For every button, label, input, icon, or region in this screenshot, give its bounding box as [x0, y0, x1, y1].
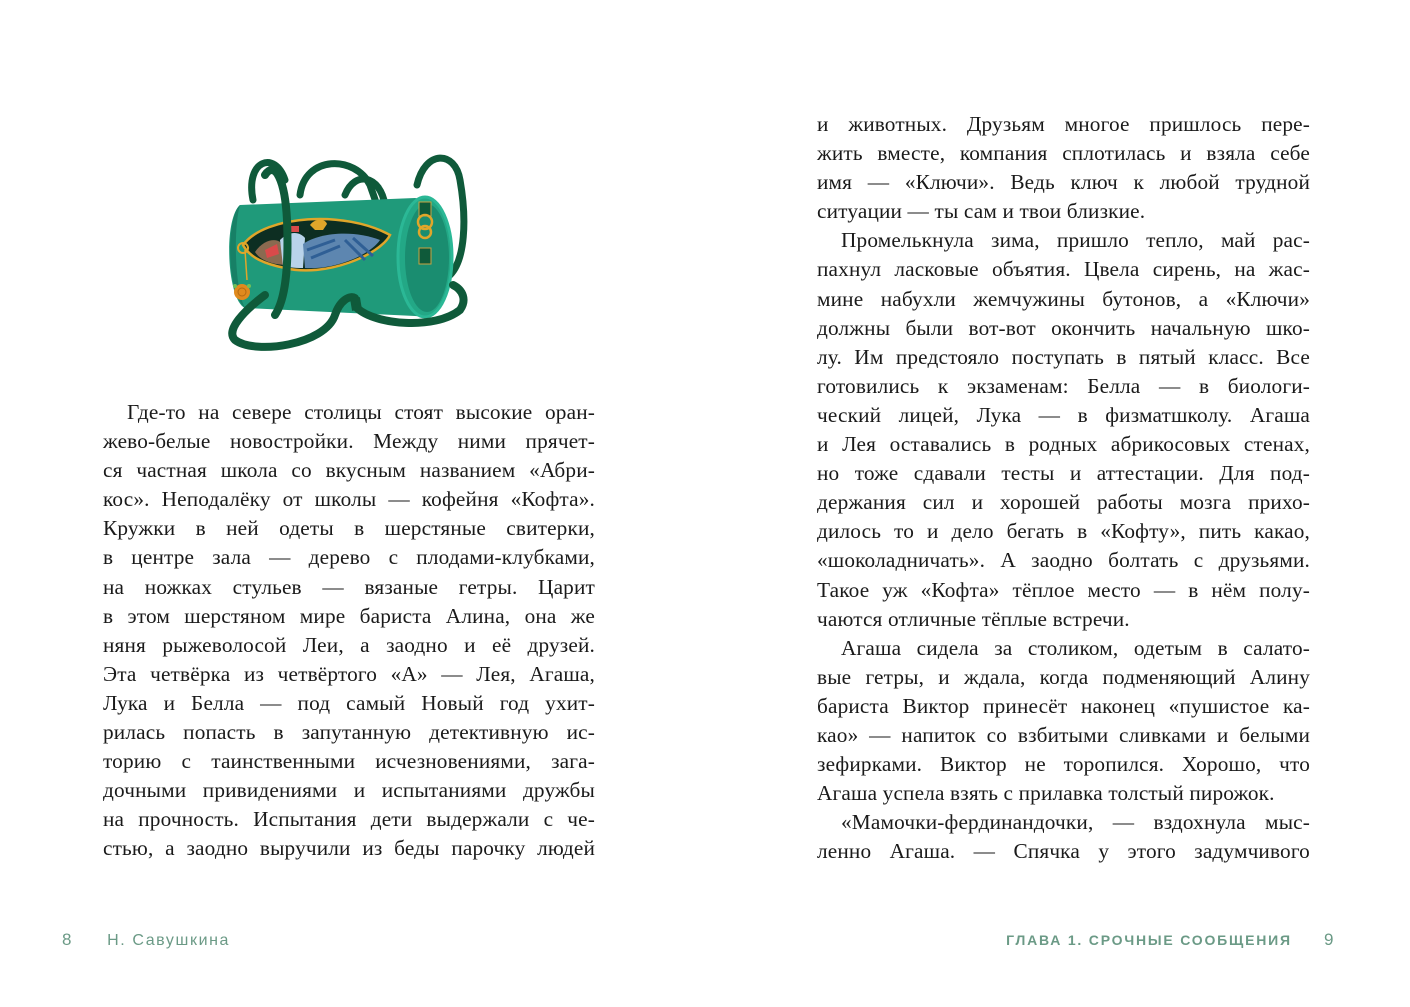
text-line: чаются отличные тёплые встречи. — [817, 606, 1130, 631]
duffel-bag-illustration — [205, 140, 480, 360]
text-line: на ножках стульев — вязаные гетры. Царит — [103, 574, 595, 599]
text-line: стью, а заодно выручили из беды парочку людей — [103, 836, 595, 861]
text-line: зефирками. Виктор не торопился. Хорошо, что — [817, 752, 1310, 777]
text-line: Эта четвёрка из четвёртого «А» — Лея, Агаша, — [103, 661, 595, 686]
text-line: мине набухли жемчужины бутонов, а «Ключи» — [817, 286, 1310, 311]
text-line: кос». Неподалёку от школы — кофейня «Кофта». — [103, 487, 595, 512]
text-line: должны были вот-вот окончить начальную шко- — [817, 315, 1310, 340]
right-page-text — [817, 110, 1310, 866]
text-line: и животных. Друзьям многое пришлось пере- — [817, 112, 1310, 136]
right-page-footer — [1006, 930, 1335, 950]
text-line: «шоколадничать». А заодно болтать с друзьями. — [817, 548, 1310, 573]
text-line: Лука и Белла — под самый Новый год ухит- — [103, 690, 595, 715]
text-line: в центре зала — дерево с плодами-клубками, — [103, 545, 595, 570]
text-line: ческий лицей, Лука — в физматшколу. Агаша — [817, 402, 1310, 427]
text-line: Такое уж «Кофта» тёплое место — в нём полу- — [817, 577, 1310, 602]
text-line: на прочность. Испытания дети выдержали с че- — [103, 807, 595, 832]
right-page — [705, 0, 1410, 1007]
left-page-footer — [62, 930, 230, 950]
text-line: в этом шерстяном мире бариста Алина, она же — [103, 603, 595, 628]
text-line: дилось то и дело бегать в «Кофту», пить какао, — [817, 519, 1310, 544]
text-line: Где-то на севере столицы стоят высокие оран- — [127, 400, 595, 424]
text-line: Агаша сидела за столиком, одетым в салато- — [841, 635, 1310, 660]
text-line: жево-белые новостройки. Между ними прячет- — [103, 429, 595, 454]
bag-icon — [205, 140, 480, 360]
text-line: ся частная школа со вкусным названием «Абри- — [103, 458, 595, 483]
page-number: 9 — [1323, 930, 1335, 949]
text-line: Кружки в ней одеты в шерстяные свитерки, — [103, 516, 595, 541]
text-line: пахнул ласковые объятия. Цвела сирень, на жас- — [817, 257, 1310, 282]
text-line: торию с таинственными исчезновениями, зага- — [103, 749, 595, 774]
text-line: ситуации — ты сам и твои близкие. — [817, 199, 1146, 224]
text-line: и Лея оставались в родных абрикосовых стенах, — [817, 432, 1310, 457]
text-line: рилась попасть в запутанную детективную ис- — [103, 720, 595, 745]
text-line: держания сил и хорошей работы мозга прихо- — [817, 490, 1310, 515]
text-line: бариста Виктор принесёт наконец «пушистое ка- — [817, 693, 1310, 718]
text-line: няня рыжеволосой Леи, а заодно и её друзей. — [103, 632, 595, 657]
text-line: имя — «Ключи». Ведь ключ к любой трудной — [817, 170, 1310, 195]
text-line: но тоже сдавали тесты и аттестации. Для под- — [817, 461, 1310, 486]
text-line: дочными привидениями и испытаниями дружбы — [103, 778, 595, 803]
chapter-title: ГЛАВА 1. СРОЧНЫЕ СООБЩЕНИЯ — [1006, 932, 1292, 948]
page-number: 8 — [62, 930, 74, 949]
text-line: готовились к экзаменам: Белла — в биологи- — [817, 373, 1310, 398]
text-line: Промелькнула зима, пришло тепло, май рас- — [841, 228, 1310, 253]
text-line: «Мамочки-фердинандочки, — вздохнула мыс- — [841, 810, 1310, 835]
text-line: ленно Агаша. — Спячка у этого задумчивого — [817, 839, 1310, 864]
left-page-text — [103, 398, 595, 864]
author-name: Н. Савушкина — [107, 932, 231, 949]
text-line: као» — напиток со взбитыми сливками и белыми — [817, 722, 1310, 747]
text-line: Агаша успела взять с прилавка толстый пирожок. — [817, 781, 1275, 806]
text-line: лу. Им предстояло поступать в пятый класс. Все — [817, 344, 1310, 369]
text-line: вые гетры, и ждала, когда подменяющий Алину — [817, 664, 1310, 689]
text-line: жить вместе, компания сплотилась и взяла себе — [817, 141, 1310, 166]
